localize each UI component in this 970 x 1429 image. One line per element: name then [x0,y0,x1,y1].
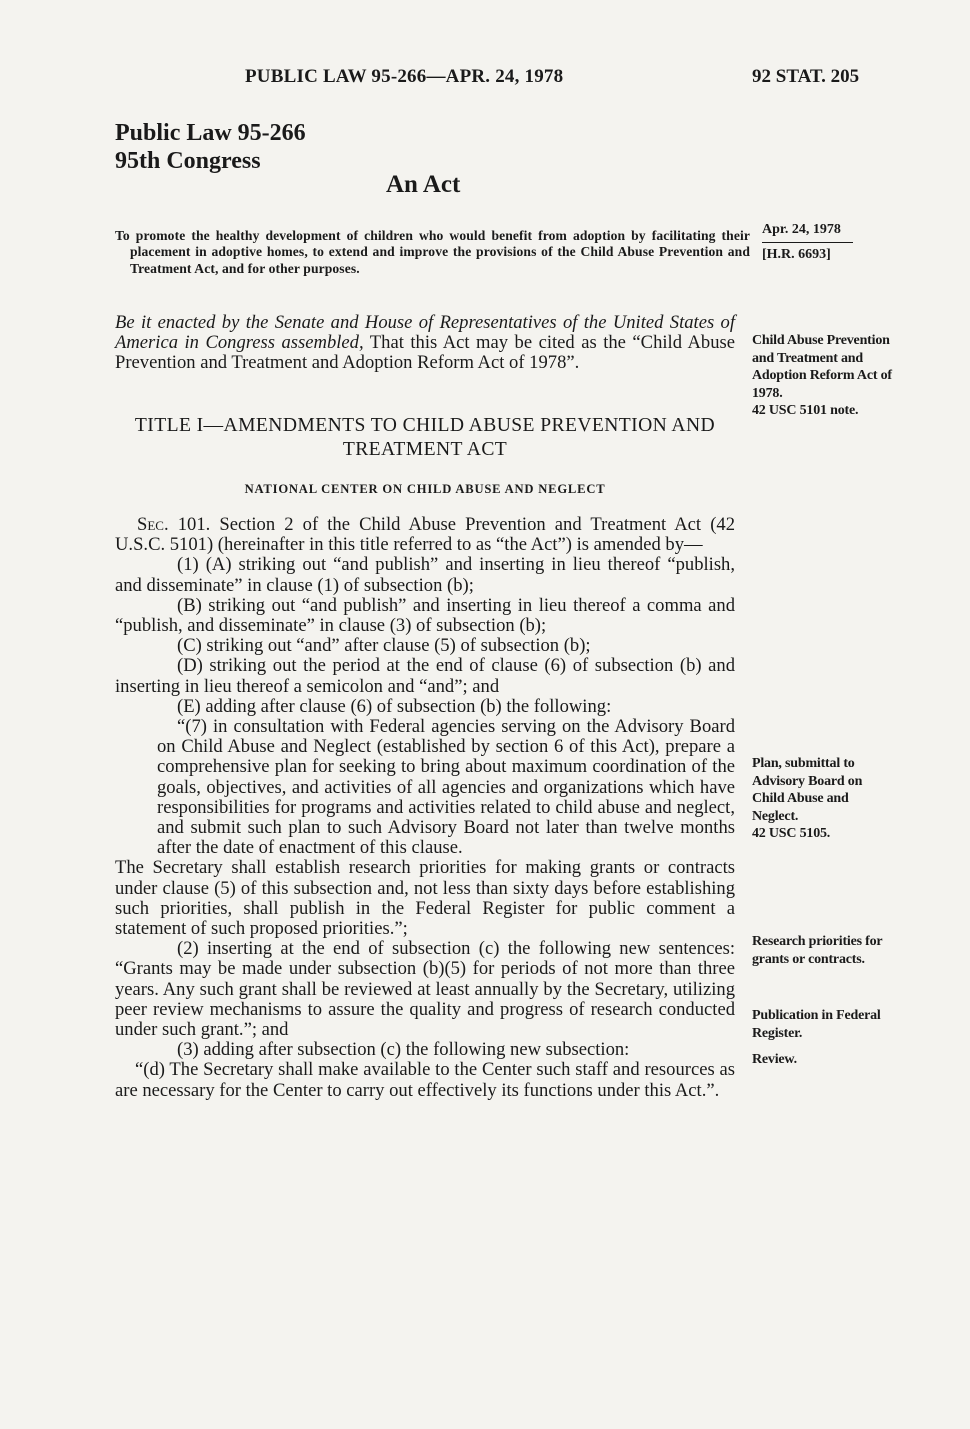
running-head: PUBLIC LAW 95-266—APR. 24, 1978 [245,66,564,87]
statute-page-reference: 92 STAT. 205 [752,66,860,87]
section-label: Sec. [137,514,169,535]
enacting-clause [115,313,735,374]
paragraph-1B: (B) striking out “and publish” and inserting in lieu thereof a comma and “publish, and disseminate” in clause (3) of subsection (b); [115,594,735,637]
margin-note-research: Research priorities for grants or contracts. [752,934,883,967]
section-101-intro [115,515,735,555]
public-law-number: Public Law 95-266 [115,120,306,146]
margin-note-review: Review. [752,1052,797,1067]
paragraph-1C: (C) striking out “and” after clause (5) of subsection (b); [177,635,591,657]
approval-date: Apr. 24, 1978 [762,220,853,243]
paragraph-1D: (D) striking out the period at the end of clause (6) of subsection (b) and inserting in lieu thereof a semicolon and “and”; and [115,655,735,697]
margin-note-plan: Plan, submittal to Advisory Board on Child Abuse and Neglect. 42 USC 5105. [752,756,863,842]
short-title-text: That this Act may be cited as the “Child Abuse Prevention and Treatment and Adoption Reform Act of 1978”. [115,332,735,374]
enacting-formula: Be it enacted by the Senate and House of Representatives of the United States of America in Congress assembled, [115,312,735,354]
paragraph-3: (3) adding after subsection (c) the following new subsection: [177,1039,630,1061]
purpose-statement: To promote the healthy development of children who would benefit from adoption by facilitating their placement in adoptive homes, to extend and improve the provisions of the Child Abuse Prevention and Treatment Act, and for other purposes. [115,228,750,276]
section-101-intro-text: 101. Section 2 of the Child Abuse Prevention and Treatment Act (42 U.S.C. 5101) (hereinafter in this title referred to as “the Act”) is amended by— [115,514,735,556]
subsection-d: “(d) The Secretary shall make available to the Center such staff and resources as are necessary for the Center to carry out effectively its functions under this Act.”. [115,1059,735,1101]
section-101 [115,515,735,1101]
congress-number: 95th Congress [115,148,261,174]
section-heading: NATIONAL CENTER ON CHILD ABUSE AND NEGLECT [244,482,606,496]
secretary-priorities: The Secretary shall establish research priorities for making grants or contracts under clause (5) of this subsection and, not less than sixty days before establishing such priorities, shall publish in the Federal Register for public comment a statement of such proposed priorities.”; [115,857,735,940]
margin-note-short-title: Child Abuse Prevention and Treatment and Adoption Reform Act of 1978. 42 USC 5101 note. [752,333,892,419]
paragraph-1A: (1) (A) striking out “and publish” and inserting in lieu thereof “publish, and disseminate” in clause (1) of subsection (b); [115,554,735,596]
act-title: An Act [386,171,461,198]
margin-date-block [762,220,853,265]
paragraph-1E: (E) adding after clause (6) of subsection (b) the following: [177,695,612,717]
bill-number: [H.R. 6693] [762,247,831,262]
title-heading: TITLE I—AMENDMENTS TO CHILD ABUSE PREVENTION AND TREATMENT ACT [134,415,716,460]
clause-7: “(7) in consultation with Federal agencies serving on the Advisory Board on Child Abuse and Neglect (established by section 6 of this Act), prepare a comprehensive plan for seeking to bring about maximum coordination of the goals, objectives, and activities of all agencies and organizations which have responsibilities for programs and activities related to child abuse and neglect, and submit such plan to such Advisory Board not later than twelve months after the date of enactment of this clause. [157,716,735,859]
paragraph-2: (2) inserting at the end of subsection (c) the following new sentences: “Grants may be made under subsection (b)(5) for periods of not more than three years. Any such grant shall be reviewed at least annually by the Secretary, utilizing peer review mechanisms to assure the quality and progress of research conducted under such grant.”; and [115,938,735,1041]
margin-note-publication: Publication in Federal Register. [752,1008,881,1041]
